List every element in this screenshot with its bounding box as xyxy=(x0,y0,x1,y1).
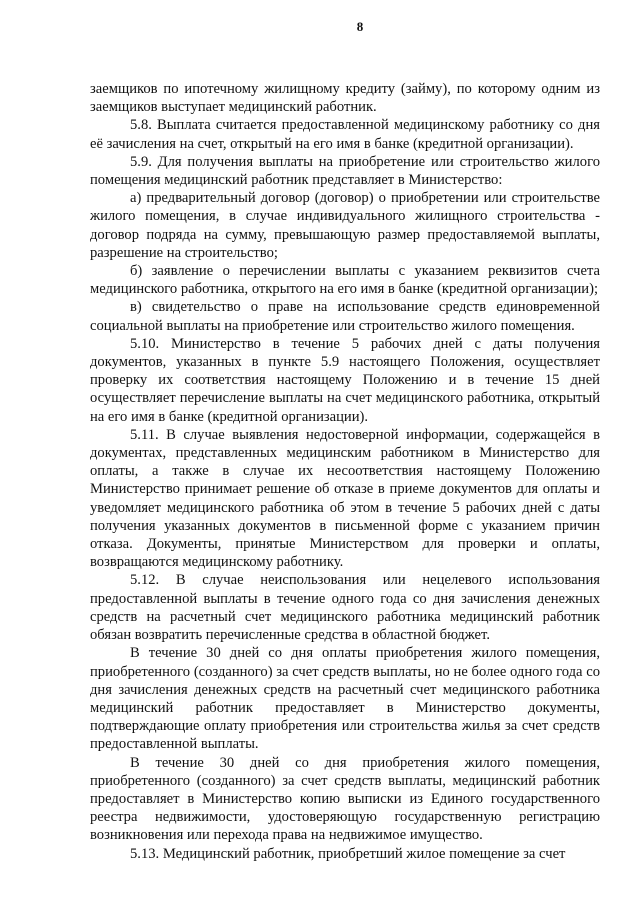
paragraph: заемщиков по ипотечному жилищному кредиту (займу), по которому одним из заемщиков выступает медицинский работник. xyxy=(90,81,600,116)
paragraph: 5.11. В случае выявления недостоверной информации, содержащейся в документах, представленных медицинским работником в Министерство для оплаты, а также в случае их несоответствия настоящему Положению Министерство принимает решение об отказе в приеме документов для оплаты и уведомляет медицинского работника об этом в течение 5 рабочих дней с даты получения указанных документов в письменной форме с указанием причин отказа. Документы, принятые Министерством для проверки и оплаты, возвращаются медицинскому работнику. xyxy=(90,426,600,571)
paragraph: В течение 30 дней со дня оплаты приобретения жилого помещения, приобретенного (созданного) за счет средств выплаты, но не более одного года со дня зачисления денежных средств на расчетный счет медицинского работника медицинский работник предоставляет в Министерство документы, подтверждающие оплату приобретения или строительства жилья за счет средств предоставленной выплаты. xyxy=(90,645,600,753)
paragraph: 5.8. Выплата считается предоставленной медицинскому работнику со дня её зачисления на счет, открытый на его имя в банке (кредитной организации). xyxy=(90,117,600,152)
paragraph: 5.13. Медицинский работник, приобретший жилое помещение за счет xyxy=(130,845,566,862)
paragraph: б) заявление о перечислении выплаты с указанием реквизитов счета медицинского работника, открытого на его имя в банке (кредитной организации); xyxy=(90,263,600,298)
paragraph: 5.9. Для получения выплаты на приобретение или строительство жилого помещения медицинский работник представляет в Министерство: xyxy=(90,153,600,189)
page-number: 8 xyxy=(356,19,364,34)
paragraph: 5.12. В случае неиспользования или нецелевого использования предоставленной выплаты в течение одного года со дня зачисления денежных средств на расчетный счет медицинского работника медицинский работник обязан возвратить перечисленные средства в областной бюджет. xyxy=(90,572,600,644)
paragraph: 5.10. Министерство в течение 5 рабочих дней с даты получения документов, указанных в пункте 5.9 настоящего Положения, осуществляет проверку их соответствия настоящему Положению и в течение 15 дней осуществляет перечисление выплаты на счет медицинского работника, открытый на его имя в банке (кредитной организации). xyxy=(90,335,600,425)
paragraph: в) свидетельство о праве на использование средств единовременной социальной выплаты на приобретение или строительство жилого помещения. xyxy=(90,299,600,334)
paragraph: В течение 30 дней со дня приобретения жилого помещения, приобретенного (созданного) за счет средств выплаты, медицинский работник предоставляет в Министерство копию выписки из Единого государственного реестра недвижимости, удостоверяющую государственную регистрацию возникновения или перехода права на недвижимое имущество. xyxy=(90,754,600,844)
paragraph: а) предварительный договор (договор) о приобретении или строительстве жилого помещения, в случае индивидуального жилищного строительства - договор подряда на сумму, превышающую размер предоставляемой выплаты, разрешение на строительство; xyxy=(90,190,600,261)
document-body xyxy=(90,80,600,863)
